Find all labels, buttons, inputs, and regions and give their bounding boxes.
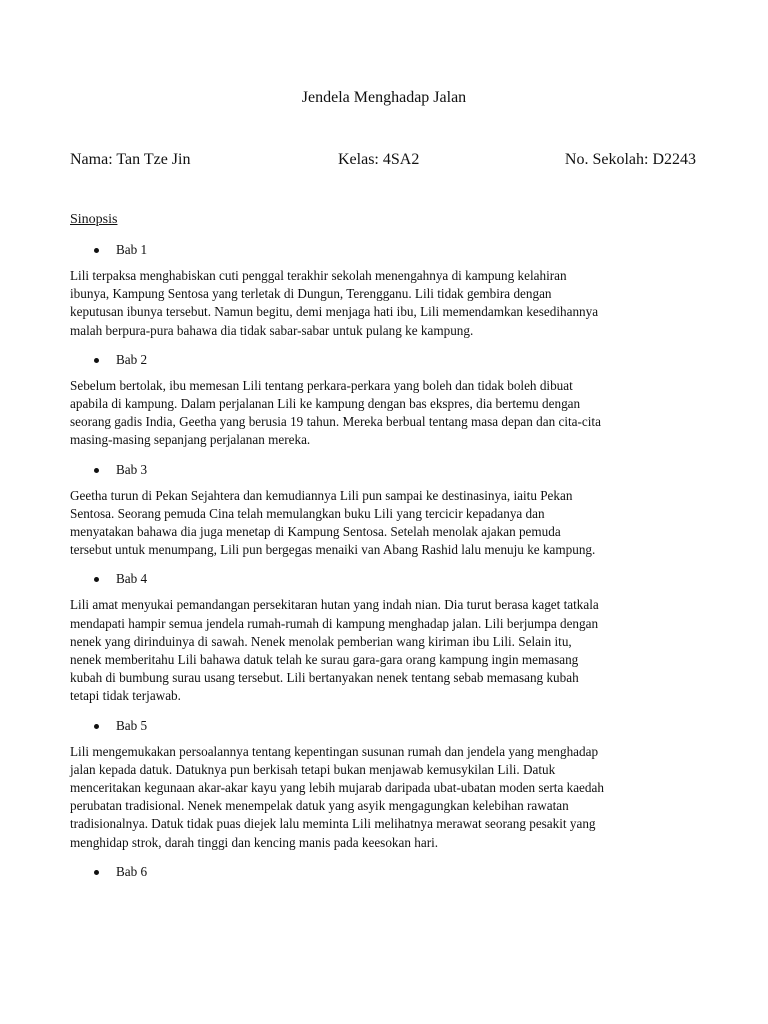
- chapter-bullet: [70, 351, 710, 369]
- bullet-dot-icon: [94, 870, 99, 875]
- bullet-dot-icon: [94, 358, 99, 363]
- chapter-label: Bab 2: [116, 351, 148, 367]
- paragraph-line: kubah di bumbung surau usang tersebut. Lili bertanyakan nenek tentang sebab memasang kubah: [70, 670, 579, 686]
- paragraph-line: nenek yang dirinduinya di sawah. Nenek menolak pemberian wang kiriman ibu Lili. Selain itu,: [70, 633, 572, 649]
- chapter-label: Bab 1: [116, 242, 148, 257]
- paragraph-line: Sentosa. Seorang pemuda Cina telah memulangkan buku Lili yang tercicir kepadanya dan: [70, 505, 545, 521]
- chapter-bullet: [70, 570, 710, 588]
- bullet-dot-icon: [94, 724, 99, 729]
- paragraph-line: tetapi tidak terjawab.: [70, 688, 181, 704]
- chapter-bullet: [70, 461, 710, 479]
- chapter-label: Bab 4: [116, 571, 148, 587]
- school-number: No. Sekolah: D2243: [564, 151, 696, 168]
- paragraph-line: mendapati hampir semua jendela rumah-rumah di kampung menghadap jalan. Lili berjumpa dengan: [70, 615, 599, 631]
- student-class: Kelas: 4SA2: [338, 151, 420, 168]
- paragraph-line: Lili mengemukakan persoalannya tentang kepentingan susunan rumah dan jendela yang menghadap: [70, 743, 599, 759]
- bullet-dot-icon: [94, 248, 99, 253]
- paragraph-line: Sebelum bertolak, ibu memesan Lili tentang perkara-perkara yang boleh dan tidak boleh dibuat: [70, 377, 573, 393]
- document-title: Jendela Menghadap Jalan: [301, 89, 467, 106]
- chapter-label: Bab 6: [116, 863, 148, 879]
- paragraph-line: Lili amat menyukai pemandangan persekitaran hutan yang indah nian. Dia turut berasa kaget tatkala: [70, 597, 599, 613]
- chapter-label: Bab 3: [116, 461, 148, 477]
- student-name: Nama: Tan Tze Jin: [70, 151, 191, 168]
- paragraph-line: jalan kepada datuk. Datuknya pun berkisah tetapi bukan menjawab kemusykilan Lili. Datuk: [70, 761, 556, 777]
- paragraph-line: Geetha turun di Pekan Sejahtera dan kemudiannya Lili pun sampai ke destinasinya, iaitu Pekan: [70, 487, 573, 503]
- paragraph-line: malah berpura-pura bahawa dia tidak sabar-sabar untuk pulang ke kampung.: [70, 322, 474, 338]
- bullet-dot-icon: [94, 468, 99, 473]
- paragraph-line: perubatan tradisional. Nenek menempelak datuk yang asyik mengagungkan kelebihan rawatan: [70, 798, 569, 814]
- paragraph-line: menyatakan bahawa dia juga menetap di Kampung Sentosa. Setelah menolak ajakan pemuda: [70, 524, 561, 540]
- paragraph-line: tradisionalnya. Datuk tidak puas diejek lalu meminta Lili melihatnya merawat seorang pesakit yang: [70, 816, 596, 832]
- chapter-paragraph: [70, 267, 710, 340]
- paragraph-line: ibunya, Kampung Sentosa yang terletak di Dungun, Terengganu. Lili tidak gembira dengan: [70, 286, 552, 302]
- paragraph-line: apabila di kampung. Dalam perjalanan Lili ke kampung dengan bas ekspres, dia bertemu dengan: [70, 396, 581, 412]
- chapter-paragraph: [70, 596, 710, 705]
- paragraph-line: masing-masing sepanjang perjalanan mereka.: [70, 432, 311, 448]
- bullet-dot-icon: [94, 577, 99, 582]
- paragraph-line: menghidap strok, darah tinggi dan kencing manis pada keesokan hari.: [70, 834, 439, 850]
- paragraph-line: menceritakan kegunaan akar-akar kayu yang lebih mujarab daripada ubat-ubatan moden serta kaedah: [70, 780, 604, 796]
- chapter-label: Bab 5: [116, 717, 148, 733]
- chapter-paragraph: [70, 487, 710, 560]
- synopsis-content: [70, 241, 710, 889]
- paragraph-line: Lili terpaksa menghabiskan cuti penggal terakhir sekolah menengahnya di kampung kelahiran: [70, 268, 567, 283]
- section-heading-sinopsis: Sinopsis: [70, 212, 118, 227]
- paragraph-line: keputusan ibunya tersebut. Namun begitu, demi menjaga hati ibu, Lili memendamkan kesedihannya: [70, 304, 599, 320]
- chapter-bullet: [70, 241, 710, 259]
- chapter-bullet: [70, 863, 710, 881]
- paragraph-line: tersebut untuk menumpang, Lili pun bergegas menaiki van Abang Rashid lalu menuju ke kampung.: [70, 542, 596, 558]
- chapter-bullet: [70, 717, 710, 735]
- chapter-paragraph: [70, 377, 710, 450]
- paragraph-line: seorang gadis India, Geetha yang berusia 19 tahun. Mereka berbual tentang masa depan dan cita-cita: [70, 414, 601, 430]
- chapter-paragraph: [70, 743, 710, 852]
- paragraph-line: nenek memberitahu Lili bahawa datuk telah ke surau gara-gara orang kampung ingin memasang: [70, 652, 579, 668]
